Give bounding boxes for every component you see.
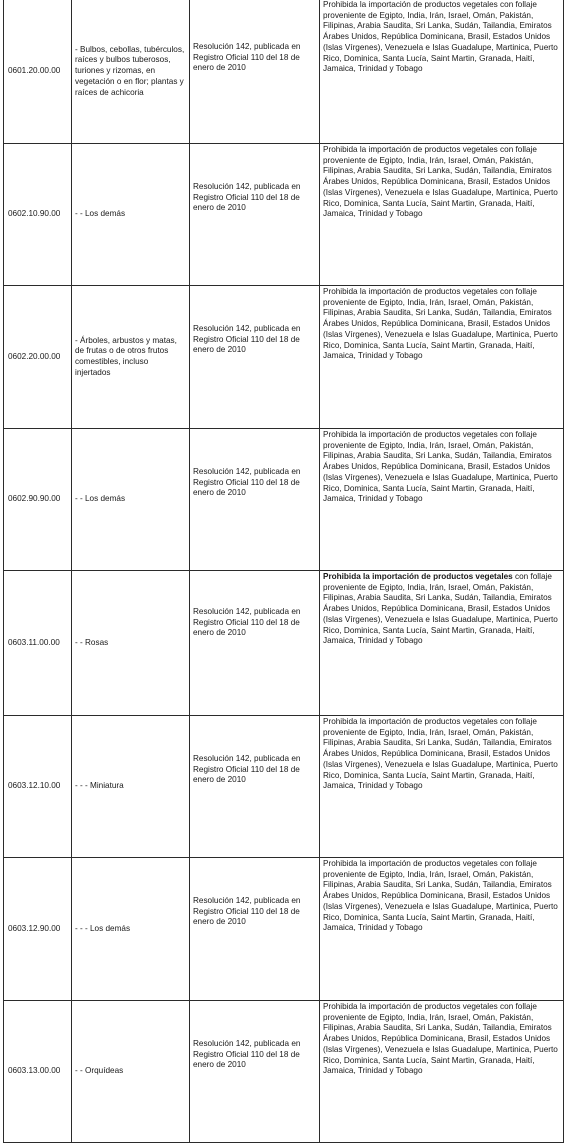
product-description-cell: - - Los demás [72,144,190,286]
restriction-notes-cell: Prohibida la importación de productos vegetales con follaje proveniente de Egipto, India, Irán, Israel, Omán, Pakistán, Filipinas, Arabia Saudita, Sri Lanka, Sudán, Tailandia, Emiratos Árabes Unidos, República Dominicana, Brasil, Estados Unidos (Islas Vírgenes), Venezuela e Islas Guadalupe, Martinica, Puerto Rico, Dominica, Santa Lucía, Saint Martin, Granada, Haití, Jamaica, Trinidad y Tobago [320,429,564,571]
tariff-code-cell: 0602.90.90.00 [4,429,72,571]
resolution-cell: Resolución 142, publicada en Registro Oficial 110 del 18 de enero de 2010 [190,716,320,858]
resolution-cell: Resolución 142, publicada en Registro Oficial 110 del 18 de enero de 2010 [190,858,320,1001]
resolution-cell: Resolución 142, publicada en Registro Oficial 110 del 18 de enero de 2010 [190,286,320,429]
tariff-code-cell: 0603.12.90.00 [4,858,72,1001]
product-description-cell: - - Orquídeas [72,1001,190,1143]
product-description-cell: - - - Miniatura [72,716,190,858]
resolution-cell: Resolución 142, publicada en Registro Oficial 110 del 18 de enero de 2010 [190,0,320,144]
restriction-notes-cell: Prohibida la importación de productos vegetales con follaje proveniente de Egipto, India, Irán, Israel, Omán, Pakistán, Filipinas, Arabia Saudita, Sri Lanka, Sudán, Tailandia, Emiratos Árabes Unidos, República Dominicana, Brasil, Estados Unidos (Islas Vírgenes), Venezuela e Islas Guadalupe, Martinica, Puerto Rico, Dominica, Santa Lucía, Saint Martin, Granada, Haití, Jamaica, Trinidad y Tobago [320,0,564,144]
restriction-notes-heading: Prohibida la importación de productos vegetales [323,572,513,581]
table-row [4,429,564,571]
tariff-code-cell: 0601.20.00.00 [4,0,72,144]
restriction-notes-cell: Prohibida la importación de productos vegetales con follaje proveniente de Egipto, India, Irán, Israel, Omán, Pakistán, Filipinas, Arabia Saudita, Sri Lanka, Sudán, Tailandia, Emiratos Árabes Unidos, República Dominicana, Brasil, Estados Unidos (Islas Vírgenes), Venezuela e Islas Guadalupe, Martinica, Puerto Rico, Dominica, Santa Lucía, Saint Martin, Granada, Haití, Jamaica, Trinidad y Tobago [320,858,564,1001]
table-row [4,144,564,286]
table-row [4,571,564,716]
tariff-code-cell: 0602.20.00.00 [4,286,72,429]
restriction-notes-cell [320,571,564,716]
restriction-notes-text: con follaje proveniente de Egipto, India, Irán, Israel, Omán, Pakistán, Filipinas, Arabia Saudita, Sri Lanka, Sudán, Tailandia, Emiratos Árabes Unidos, República Dominicana, Brasil, Estados Unidos (Islas Vírgenes), Venezuela e Islas Guadalupe, Martinica, Puerto Rico, Dominica, Santa Lucía, Saint Martin, Granada, Haití, Jamaica, Trinidad y Tobago [323,572,558,646]
table-row [4,858,564,1001]
restriction-notes-cell: Prohibida la importación de productos vegetales con follaje proveniente de Egipto, India, Irán, Israel, Omán, Pakistán, Filipinas, Arabia Saudita, Sri Lanka, Sudán, Tailandia, Emiratos Árabes Unidos, República Dominicana, Brasil, Estados Unidos (Islas Vírgenes), Venezuela e Islas Guadalupe, Martinica, Puerto Rico, Dominica, Santa Lucía, Saint Martin, Granada, Haití, Jamaica, Trinidad y Tobago [320,286,564,429]
restriction-notes-cell: Prohibida la importación de productos vegetales con follaje proveniente de Egipto, India, Irán, Israel, Omán, Pakistán, Filipinas, Arabia Saudita, Sri Lanka, Sudán, Tailandia, Emiratos Árabes Unidos, República Dominicana, Brasil, Estados Unidos (Islas Vírgenes), Venezuela e Islas Guadalupe, Martinica, Puerto Rico, Dominica, Santa Lucía, Saint Martin, Granada, Haití, Jamaica, Trinidad y Tobago [320,716,564,858]
tariff-code-cell: 0603.12.10.00 [4,716,72,858]
product-description-cell: - Bulbos, cebollas, tubérculos, raíces y bulbos tuberosos, turiones y rizomas, en vegetación o en flor; plantas y raíces de achicoria [72,0,190,144]
restriction-notes-cell: Prohibida la importación de productos vegetales con follaje proveniente de Egipto, India, Irán, Israel, Omán, Pakistán, Filipinas, Arabia Saudita, Sri Lanka, Sudán, Tailandia, Emiratos Árabes Unidos, República Dominicana, Brasil, Estados Unidos (Islas Vírgenes), Venezuela e Islas Guadalupe, Martinica, Puerto Rico, Dominica, Santa Lucía, Saint Martin, Granada, Haití, Jamaica, Trinidad y Tobago [320,1001,564,1143]
product-description-cell: - - Rosas [72,571,190,716]
resolution-cell: Resolución 142, publicada en Registro Oficial 110 del 18 de enero de 2010 [190,571,320,716]
product-description-cell: - - Los demás [72,429,190,571]
table-row [4,716,564,858]
resolution-cell: Resolución 142, publicada en Registro Oficial 110 del 18 de enero de 2010 [190,1001,320,1143]
product-description-cell: - Árboles, arbustos y matas, de frutas o de otros frutos comestibles, incluso injertados [72,286,190,429]
table-row [4,0,564,144]
resolution-cell: Resolución 142, publicada en Registro Oficial 110 del 18 de enero de 2010 [190,429,320,571]
tariff-code-cell: 0602.10.90.00 [4,144,72,286]
table-row [4,1001,564,1143]
restriction-notes-cell: Prohibida la importación de productos vegetales con follaje proveniente de Egipto, India, Irán, Israel, Omán, Pakistán, Filipinas, Arabia Saudita, Sri Lanka, Sudán, Tailandia, Emiratos Árabes Unidos, República Dominicana, Brasil, Estados Unidos (Islas Vírgenes), Venezuela e Islas Guadalupe, Martinica, Puerto Rico, Dominica, Santa Lucía, Saint Martin, Granada, Haití, Jamaica, Trinidad y Tobago [320,144,564,286]
tariff-code-cell: 0603.13.00.00 [4,1001,72,1143]
tariff-code-cell: 0603.11.00.00 [4,571,72,716]
resolution-cell: Resolución 142, publicada en Registro Oficial 110 del 18 de enero de 2010 [190,144,320,286]
tariff-restrictions-table [3,0,564,1143]
product-description-cell: - - - Los demás [72,858,190,1001]
table-row [4,286,564,429]
